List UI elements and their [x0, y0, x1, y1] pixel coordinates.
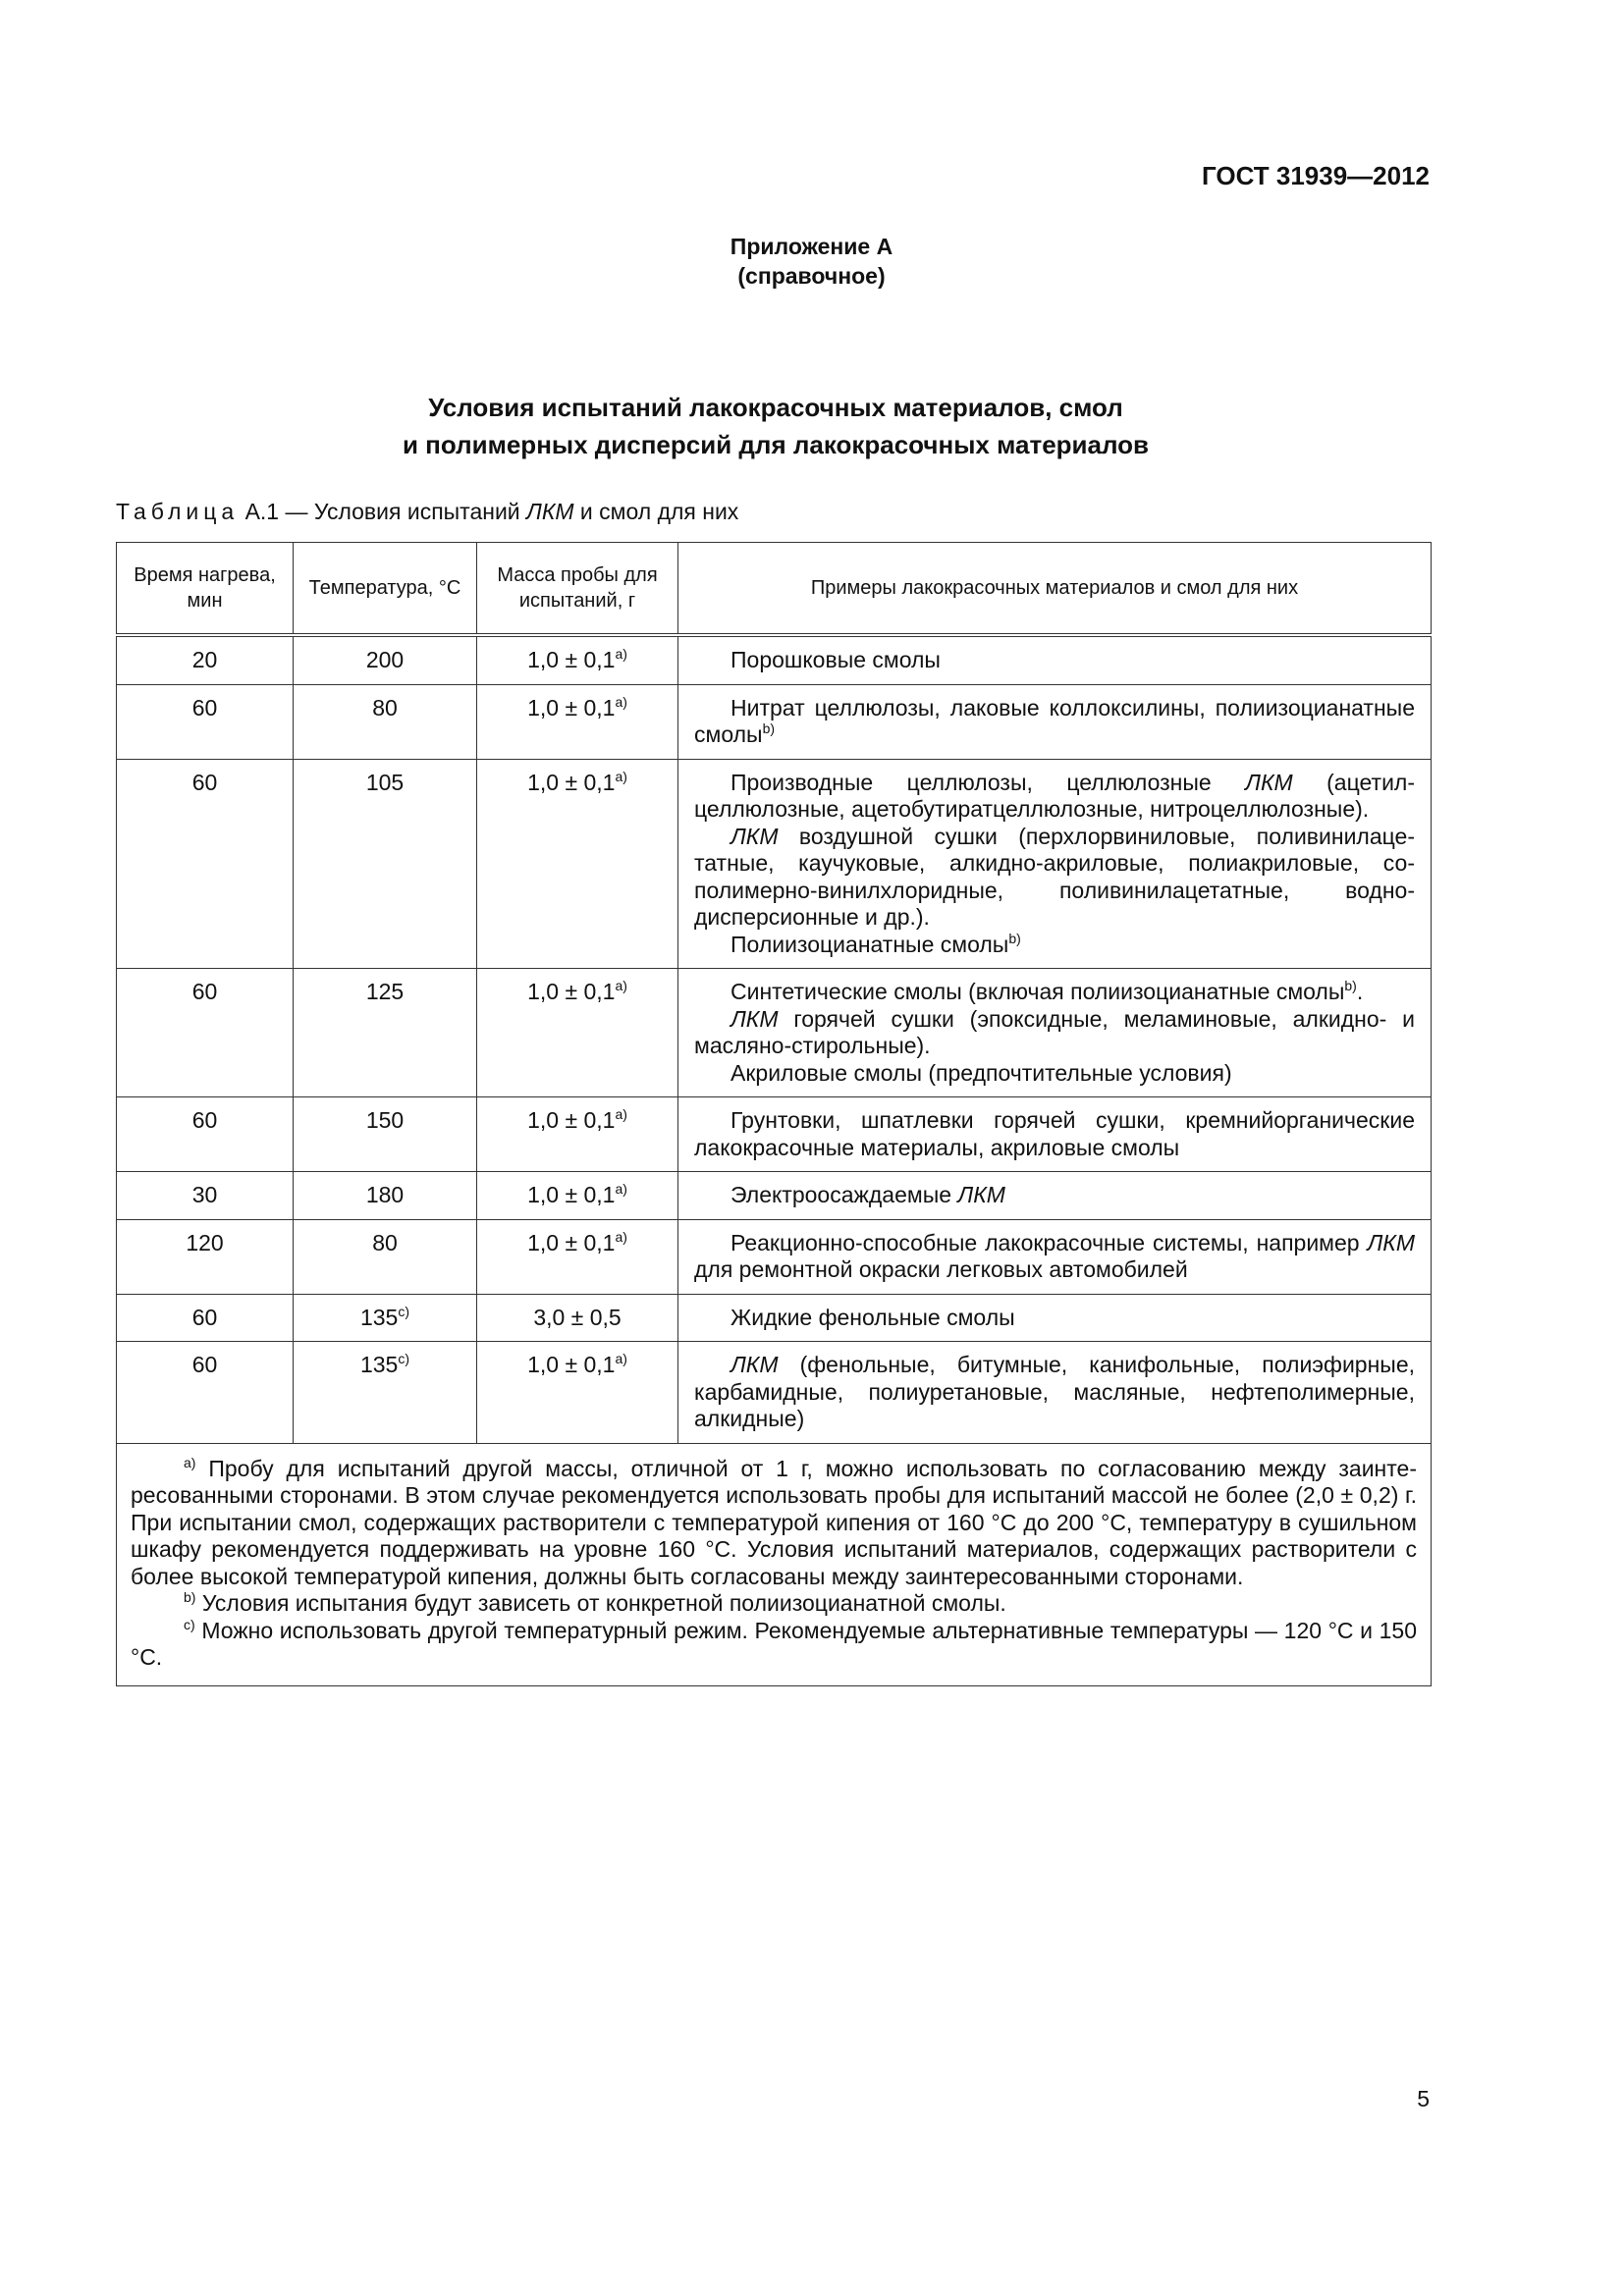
appendix-status: (справочное): [737, 263, 886, 289]
cell-examples: Нитрат целлюлозы, лаковые коллоксилины, полиизоцианатные смолы$^{b)}$: [678, 684, 1432, 759]
header-temperature: Температура, °С: [294, 543, 477, 636]
cell-time: 20: [117, 635, 294, 684]
cell-mass: $1,0 \pm 0,1^{a)}$: [477, 1172, 678, 1220]
note-c: $^{c)}$ Можно использовать другой температурный режим. Рекомендуемые альтернативные температуры — 120 °С и 150 °С.: [131, 1616, 1418, 1670]
cell-temp: 125: [294, 969, 477, 1097]
header-examples: Примеры лакокрасочных материалов и смол для них: [678, 543, 1432, 636]
cell-temp: 135$^{c)}$: [294, 1342, 477, 1444]
cell-temp: 80: [294, 1219, 477, 1294]
cell-examples: Синтетические смолы (включая полиизоцианатные смолы$^{b)}$. ЛКМ горячей сушки (эпоксидные, меламиновые, алкидно- и масляно-стирольные). Акриловые смолы (предпочтительные условия): [678, 969, 1432, 1097]
cell-mass: $1,0 \pm 0,1^{a)}$: [477, 1097, 678, 1172]
table-row: [117, 969, 1432, 1097]
cell-time: 60: [117, 1294, 294, 1342]
cell-temp: 200: [294, 635, 477, 684]
table-row: [117, 1172, 1432, 1220]
standard-code: ГОСТ 31939—2012: [1202, 161, 1430, 190]
title-line-1: Условия испытаний лакокрасочных материалов, смол: [428, 393, 1123, 422]
cell-time: 60: [117, 1342, 294, 1444]
table-notes: [117, 1443, 1432, 1685]
table-caption: [116, 499, 738, 525]
document-title: [0, 389, 1551, 463]
cell-mass: $1,0 \pm 0,1^{a)}$: [477, 1342, 678, 1444]
table-row: [117, 1294, 1432, 1342]
cell-examples: Порошковые смолы: [678, 635, 1432, 684]
cell-mass: 3,0 ± 0,5: [477, 1294, 678, 1342]
cell-examples: Электроосаждаемые ЛКМ: [678, 1172, 1432, 1220]
table-header-row: [117, 543, 1432, 636]
title-line-2: и полимерных дисперсий для лакокрасочных материалов: [402, 430, 1150, 459]
cell-temp: 105: [294, 759, 477, 969]
cell-mass: $1,0 \pm 0,1^{a)}$: [477, 969, 678, 1097]
conditions-table: [116, 542, 1432, 1686]
appendix-title: Приложение А: [730, 234, 893, 259]
appendix-heading: [0, 232, 1623, 291]
cell-time: 60: [117, 759, 294, 969]
page-number: 5: [1417, 2086, 1430, 2111]
cell-examples: ЛКМ (фенольные, битумные, канифольные, полиэфирные, карбамидные, полиуретановые, масляные, нефтеполимерные, алкидные): [678, 1342, 1432, 1444]
cell-examples: Производные целлюлозы, целлюлозные ЛКМ (ацетилцеллюлозные, ацетобутиратцеллюлозные, нитроцеллюлозные). ЛКМ воздушной сушки (перхлорвиниловые, поливинилацетатные, каучуковые, алкидно-акриловые, полиакриловые, сополимерно-винилхлоридные, поливинилацетатные, воднодисперсионные и др.). Полиизоцианатные смолы$^{b)}$: [678, 759, 1432, 969]
cell-time: 60: [117, 969, 294, 1097]
table-notes-row: [117, 1443, 1432, 1685]
table-row: [117, 1342, 1432, 1444]
table-row: [117, 684, 1432, 759]
cell-temp: 180: [294, 1172, 477, 1220]
cell-examples: Грунтовки, шпатлевки горячей сушки, кремнийорганические лакокрасочные материалы, акриловые смолы: [678, 1097, 1432, 1172]
cell-mass: $1,0 \pm 0,1^{a)}$: [477, 759, 678, 969]
table-row: [117, 1097, 1432, 1172]
cell-temp: 150: [294, 1097, 477, 1172]
cell-time: 30: [117, 1172, 294, 1220]
header-mass: Масса пробы для испытаний, г: [477, 543, 678, 636]
table-row: [117, 1219, 1432, 1294]
table-row: [117, 635, 1432, 684]
table-caption-prefix: Таблица: [116, 499, 240, 524]
cell-mass: $1,0 \pm 0,1^{a)}$: [477, 684, 678, 759]
table-caption-rest: и смол для них: [579, 499, 739, 524]
cell-examples: Жидкие фенольные смолы: [678, 1294, 1432, 1342]
table-row: [117, 759, 1432, 969]
cell-time: 60: [117, 1097, 294, 1172]
cell-time: 60: [117, 684, 294, 759]
cell-time: 120: [117, 1219, 294, 1294]
cell-examples: Реакционно-способные лакокрасочные системы, например ЛКМ для ремонтной окраски легковых автомобилей: [678, 1219, 1432, 1294]
note-b: $^{b)}$ Условия испытания будут зависеть от конкретной полиизоцианатной смолы.: [184, 1589, 1006, 1616]
table-caption-italic: ЛКМ: [526, 499, 574, 524]
header-time: Время нагрева, мин: [117, 543, 294, 636]
table-caption-number: А.1 —: [244, 499, 308, 524]
note-a: $^{a)}$ Пробу для испытаний другой массы, отличной от 1 г, можно использовать по согласованию между заинтересованными сторонами. В этом случае рекомендуется использовать пробы для испытаний массой не более (2,0 ± 0,2) г. При испытании смол, содержащих растворители с температурой кипения от 160 °С до 200 °С, температуру в сушильном шкафу рекомендуется поддерживать на уровне 160 °С. Условия испытаний материалов, содержащих растворители с более высокой температурой кипения, должны быть согласованы между заинтересованными сторонами.: [131, 1454, 1417, 1589]
cell-mass: $1,0 \pm 0,1^{a)}$: [477, 1219, 678, 1294]
cell-temp: 80: [294, 684, 477, 759]
cell-mass: $1,0 \pm 0,1^{a)}$: [477, 635, 678, 684]
cell-temp: 135$^{c)}$: [294, 1294, 477, 1342]
table-caption-text: Условия испытаний: [313, 499, 520, 524]
